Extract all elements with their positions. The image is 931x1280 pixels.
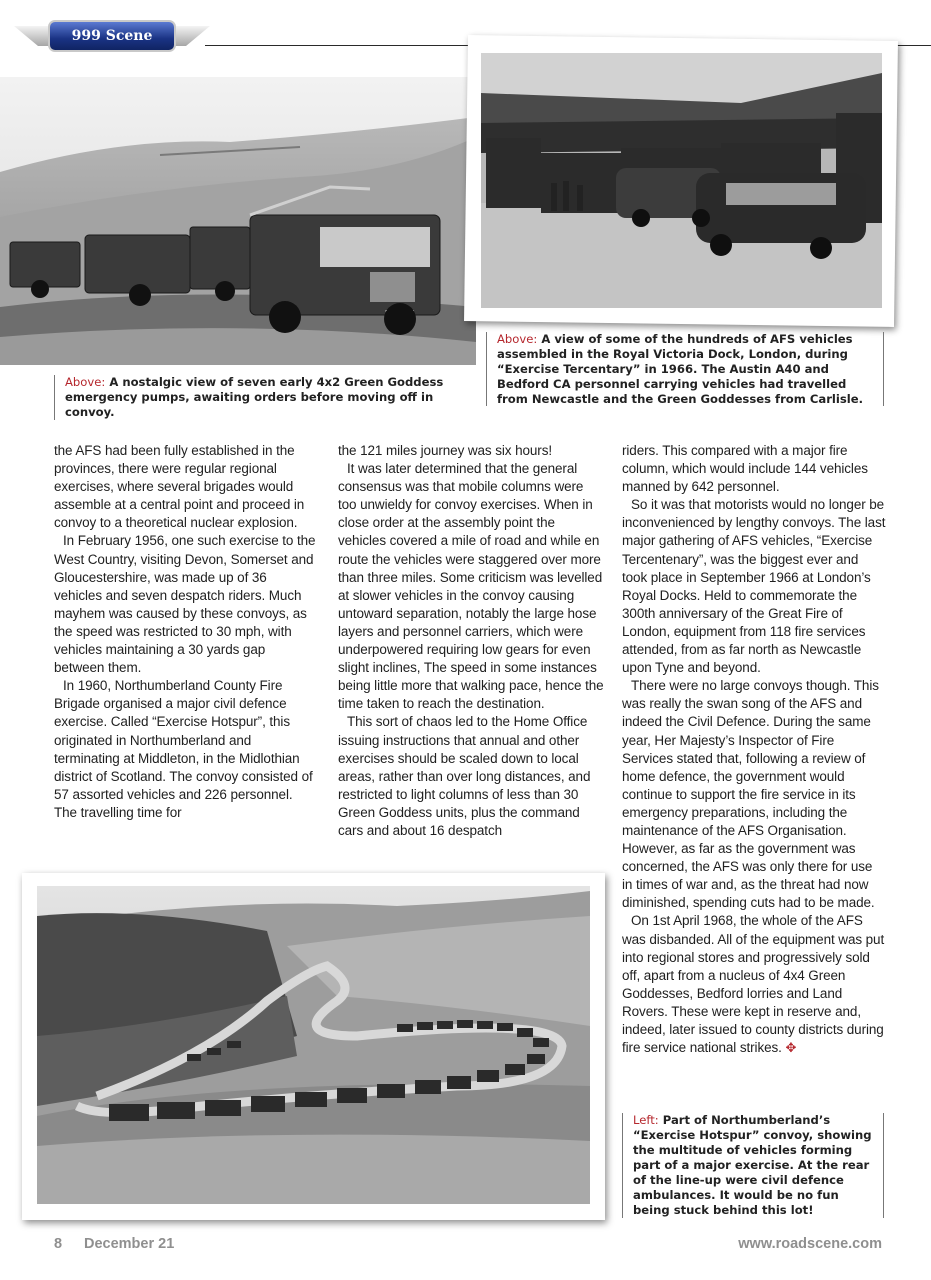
photo-royal-victoria-dock bbox=[481, 53, 882, 308]
caption-text: A nostalgic view of seven early 4x2 Green Goddess emergency pumps, awaiting orders before moving off in convoy. bbox=[65, 375, 444, 419]
page-number: 8 bbox=[54, 1236, 63, 1252]
caption-lead: Left: bbox=[633, 1113, 659, 1127]
paragraph: riders. This compared with a major fire column, which would include 144 vehicles manned by 642 personnel. bbox=[622, 443, 868, 495]
caption-lead: Above: bbox=[65, 375, 106, 389]
end-of-article-icon: ✥ bbox=[785, 1040, 797, 1056]
article-column-2 bbox=[338, 442, 604, 840]
article-column-3 bbox=[622, 442, 886, 1057]
website-url: www.roadscene.com bbox=[738, 1236, 882, 1252]
issue-date: December 21 bbox=[84, 1236, 175, 1252]
paragraph bbox=[622, 912, 886, 1057]
paragraph-text: On 1st April 1968, the whole of the AFS was disbanded. All of the equipment was put into regional stores and progressively sold off, apart from a nucleus of 4x4 Green Goddesses, Bedford lorries and Land Rovers. These were kept in reserve and, indeed, later issued to county districts during fire service national strikes. bbox=[622, 913, 885, 1056]
article-column-1 bbox=[54, 442, 316, 822]
caption-bottom-right bbox=[622, 1113, 884, 1218]
paragraph: the 121 miles journey was six hours! bbox=[338, 443, 553, 458]
caption-top-right bbox=[486, 332, 884, 406]
paragraph: In 1960, Northumberland County Fire Brigade organised a major civil defence exercise. Called “Exercise Hotspur”, this originated in Northumberland and terminating at Middleton, in the Midlothian district of Scotland. The convoy consisted of 57 assorted vehicles and 226 personnel. The travelling time for bbox=[54, 678, 313, 820]
photo-green-goddess-convoy bbox=[0, 77, 476, 365]
paragraph: So it was that motorists would no longer be inconvenienced by lengthy convoys. The last major gathering of AFS vehicles, “Exercise Tercentenary”, was the biggest ever and took place in September 1966 at London’s Royal Docks. Held to commemorate the 300th anniversary of the Great Fire of London, equipment from 118 fire services attended, from as far north as Newcastle upon Tyne and beyond. bbox=[622, 497, 886, 676]
section-badge bbox=[14, 18, 210, 56]
paragraph: This sort of chaos led to the Home Office issuing instructions that annual and other exercises should be scaled down to local areas, rather than over long distances, and restricted to light columns of less than 30 Green Goddess units, plus the command cars and about 16 despatch bbox=[338, 714, 591, 838]
photo-exercise-hotspur-convoy bbox=[37, 886, 590, 1204]
caption-lead: Above: bbox=[497, 332, 538, 346]
paragraph: It was later determined that the general consensus was that mobile columns were too unwieldy for convoy exercises. When in close order at the assembly point the vehicles covered a mile of road and while en route the vehicles were staggered over more than three miles. Some criticism was levelled at slower vehicles in the convoy causing untoward separation, notably the large hose layers and personnel carriers, which were underpowered requiring low gears for even slight inclines, The speed in some instances being little more that walking pace, hence the time taken to reach the destination. bbox=[338, 461, 604, 712]
paragraph: the AFS had been fully established in the provinces, there were regular regional exercises, where several brigades would assemble at a central point and proceed in convoy to a theoretical nuclear explosion. bbox=[54, 443, 305, 531]
caption-text: Part of Northumberland’s “Exercise Hotspur” convoy, showing the multitude of vehicles forming part of a major exercise. At the rear of the line-up were civil defence ambulances. It would be no fun being stuck behind this lot! bbox=[633, 1113, 872, 1217]
caption-top-left bbox=[54, 375, 475, 420]
paragraph: In February 1956, one such exercise to the West Country, visiting Devon, Somerset and Gloucestershire, was made up of 36 vehicles and seven despatch riders. Much mayhem was caused by these convoys, as the speed was restricted to 30 mph, with vehicles maintaining a 30 yards gap between them. bbox=[54, 533, 316, 676]
paragraph: There were no large convoys though. This was really the swan song of the AFS and indeed the Civil Defence. During the same year, Her Majesty’s Inspector of Fire Services stated that, following a review of home defence, the government would continue to support the fire service in its emergency preparations, including the maintenance of the AFS Organisation. However, as far as the government was concerned, the AFS was only there for use in times of war and, as the threat had now diminished, spending cuts had to be made. bbox=[622, 678, 879, 911]
section-title: 999 Scene bbox=[48, 20, 176, 52]
caption-text: A view of some of the hundreds of AFS vehicles assembled in the Royal Victoria Dock, London, during “Exercise Tercentary” in 1966. The Austin A40 and Bedford CA personnel carrying vehicles had travelled from Newcastle and the Green Goddesses from Carlisle. bbox=[497, 332, 864, 406]
